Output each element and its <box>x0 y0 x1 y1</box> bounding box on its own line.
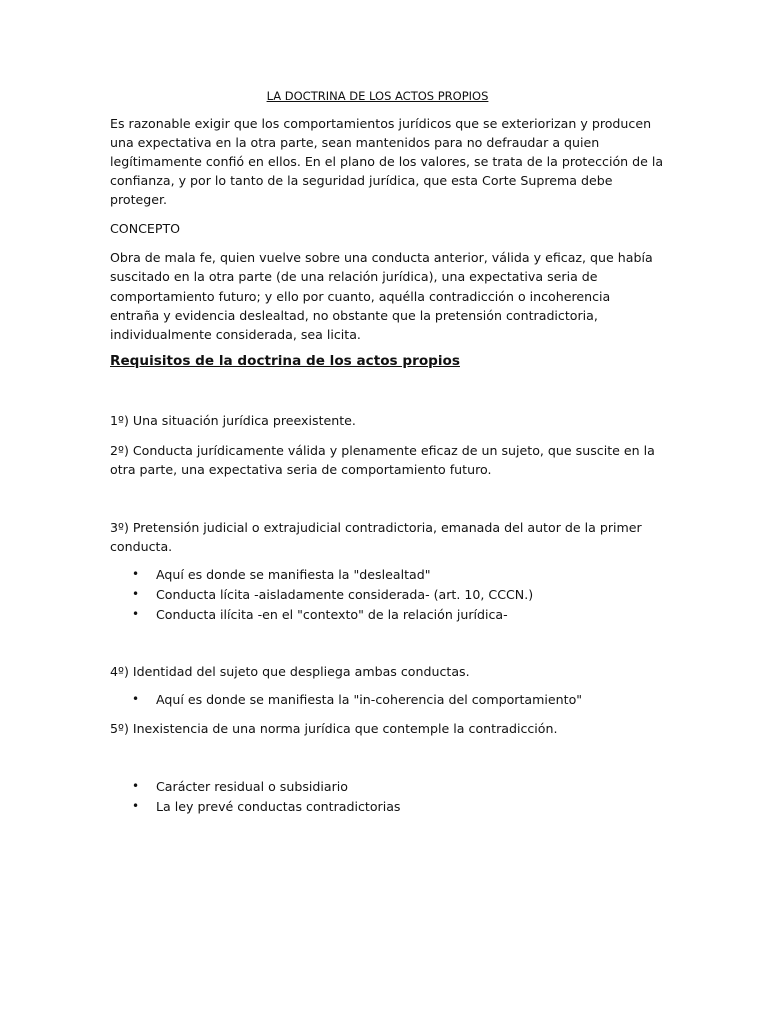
document-title: LA DOCTRINA DE LOS ACTOS PROPIOS <box>266 89 489 103</box>
requirement-2-line: otra parte, una expectativa seria de comportamiento futuro. <box>110 462 492 477</box>
concept-line: entraña y evidencia deslealtad, no obstante que la pretensión contradictoria, <box>110 308 598 323</box>
list-item: • Conducta lícita -aisladamente considerada- (art. 10, CCCN.) <box>110 585 533 605</box>
intro-line: una expectativa en la otra parte, sean mantenidos para no defraudar a quien <box>110 135 600 150</box>
requirement-2-line: 2º) Conducta jurídicamente válida y plenamente eficaz de un sujeto, que suscite en la <box>110 443 655 458</box>
bullet-icon: • <box>132 606 140 621</box>
requirement-5: 5º) Inexistencia de una norma jurídica que contemple la contradicción. <box>110 721 558 736</box>
concept-line: individualmente considerada, sea licita. <box>110 327 361 342</box>
requirement-3-line: conducta. <box>110 539 173 554</box>
requirement-1: 1º) Una situación jurídica preexistente. <box>110 413 356 428</box>
list-item: • La ley prevé conductas contradictorias <box>110 797 400 817</box>
bullet-icon: • <box>132 798 140 813</box>
list-item: • Carácter residual o subsidiario <box>110 777 400 797</box>
list-item: • Aquí es donde se manifiesta la "deslealtad" <box>110 565 533 585</box>
concept-line: Obra de mala fe, quien vuelve sobre una conducta anterior, válida y eficaz, que había <box>110 250 653 265</box>
requirement-4: 4º) Identidad del sujeto que despliega ambas conductas. <box>110 664 470 679</box>
requirement-3-bullet-list <box>110 565 533 624</box>
bullet-icon: • <box>132 692 140 706</box>
bullet-icon: • <box>132 586 140 601</box>
intro-line: legítimamente confió en ellos. En el plano de los valores, se trata de la protección de la <box>110 154 664 169</box>
intro-line: Es razonable exigir que los comportamientos jurídicos que se exteriorizan y producen <box>110 116 652 131</box>
requirement-3-line: 3º) Pretensión judicial o extrajudicial contradictoria, emanada del autor de la primer <box>110 520 642 535</box>
list-item: • Conducta ilícita -en el "contexto" de la relación jurídica- <box>110 605 533 625</box>
concept-line: suscitado en la otra parte (de una relación jurídica), una expectativa seria de <box>110 269 598 284</box>
list-item: • Aquí es donde se manifiesta la "in-coherencia del comportamiento" <box>110 690 582 710</box>
intro-line: confianza, y por lo tanto de la seguridad jurídica, que esta Corte Suprema debe <box>110 173 613 188</box>
concept-heading: CONCEPTO <box>110 221 181 236</box>
bullet-icon: • <box>132 567 140 581</box>
requirement-5-bullet-list <box>110 777 400 817</box>
bullet-icon: • <box>132 779 140 793</box>
requirement-4-bullet-list <box>110 690 582 710</box>
concept-line: comportamiento futuro; y ello por cuanto, aquélla contradicción o incoherencia <box>110 289 611 304</box>
requirements-heading: Requisitos de la doctrina de los actos propios <box>110 353 460 369</box>
intro-line: proteger. <box>110 192 168 207</box>
